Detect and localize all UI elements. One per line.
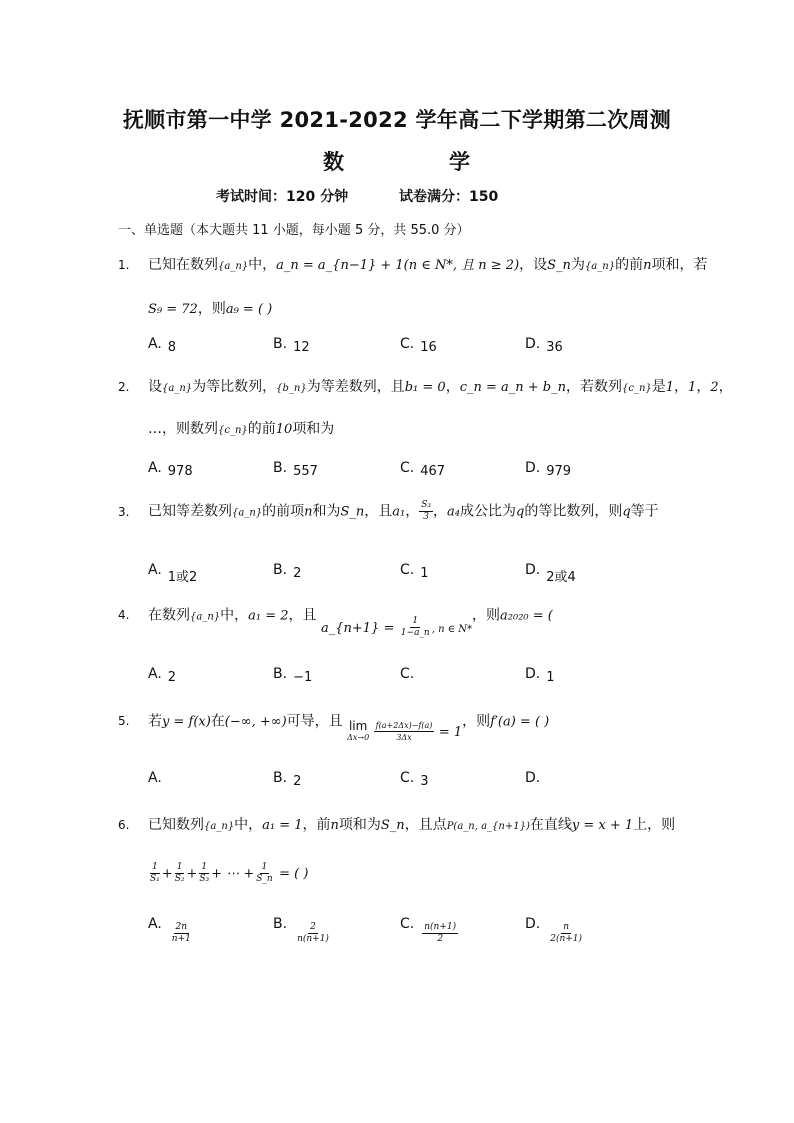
fraction: $\frac{\text{S₃}}{3}$ — [421, 500, 432, 522]
fraction: $\frac{1}{\text{S₁}}$ — [150, 862, 160, 884]
fraction: $\frac{2}{n(n+1)}$ — [297, 922, 329, 944]
fraction: $\frac{1}{\text{S₂}}$ — [174, 862, 185, 884]
exam-title: 抚顺市第一中学 2021-2022 学年高二下学期第二次周测 — [122, 108, 672, 132]
fraction: $\frac{n}{2(n+1)}$ — [550, 922, 583, 944]
option-b[interactable]: B. $\frac{2}{n(n+1)}$ — [273, 916, 329, 944]
option-d[interactable]: D. $\frac{n}{2(n+1)}$ — [525, 916, 583, 944]
question-number: 4. — [118, 608, 130, 622]
option-c[interactable]: C. 3 — [400, 770, 429, 789]
fraction: $\frac{1}{S\_n}$ — [256, 862, 273, 884]
question-2-line-1: 设{a_n}为等比数列，{b_n}为等差数列，且b₁ = 0，c_n = a_n + b_n，若数列{c_n}是1，1，2， — [148, 379, 733, 395]
option-b[interactable]: B. 557 — [273, 460, 318, 479]
option-d[interactable]: D. 2或4 — [525, 562, 576, 585]
option-a[interactable]: A. 1或2 — [148, 562, 198, 585]
subject-char-right: 学 — [449, 150, 470, 174]
question-1-line-1: 已知在数列{a_n}中，a_n = a_{n−1} + 1(n ∈ N*, 且 n ≥ 2)，设S_n为{a_n}的前n项和，若 — [148, 257, 708, 273]
subject-heading — [0, 146, 794, 174]
option-a[interactable]: A. 978 — [148, 460, 193, 479]
option-a[interactable]: A. — [148, 770, 162, 786]
question-number: 6. — [118, 818, 130, 832]
option-d[interactable]: D. 979 — [525, 460, 572, 479]
question-6-line-1: 已知数列{a_n}中，a₁ = 1，前n项和为S_n，且点P(a_n, a_{n+1})在直线y = x + 1上，则 — [148, 817, 676, 833]
question-number: 5. — [118, 714, 130, 728]
option-a[interactable]: A. 2 — [148, 666, 177, 685]
fraction: $\frac{1}{\text{S₃}}$ — [199, 862, 210, 884]
fraction: $\frac{n(n+1)}{2}$ — [424, 922, 457, 944]
option-b[interactable]: B. 2 — [273, 562, 302, 581]
question-number: 3. — [118, 505, 130, 519]
option-c[interactable]: C. — [400, 666, 415, 682]
exam-info — [216, 186, 544, 206]
option-c[interactable]: C. $\frac{n(n+1)}{2}$ — [400, 916, 457, 944]
fraction: $\frac{f(a+2\Delta x)-f(a)}{3\Delta x}$ — [375, 721, 433, 742]
exam-time: 考试时间：120 分钟 — [216, 189, 349, 205]
option-b[interactable]: B. 12 — [273, 336, 310, 355]
section-heading: 一、单选题（本大题共 11 小题，每小题 5 分，共 55.0 分） — [118, 223, 470, 238]
option-c[interactable]: C. 1 — [400, 562, 429, 581]
option-b[interactable]: B. 2 — [273, 770, 302, 789]
option-a[interactable]: A. 8 — [148, 336, 177, 355]
limit-expression: lim Δx→0 $\frac{f(a+2\Delta x)-f(a)}{3\Delta x}$ = 1 — [347, 718, 463, 742]
question-2-line-2: …，则数列{c_n}的前10项和为 — [148, 421, 335, 437]
exam-score: 试卷满分：150 — [398, 189, 499, 205]
recurrence-formula: a_{n+1} = $\frac{1}{1-a\_n}$ , n ∈ N* — [320, 616, 473, 638]
question-3-line-1: 已知等差数列{a_n}的前项n和为S_n，且a₁， $\frac{\text{S₃}}{3}$ ，a₄成公比为q的等比数列，则q等于 — [148, 500, 659, 522]
option-b[interactable]: B. −1 — [273, 666, 313, 685]
fraction: $\frac{1}{1-a\_n}$ — [400, 616, 430, 638]
fraction: $\frac{2n}{n+1}$ — [171, 922, 191, 944]
question-number: 2. — [118, 380, 130, 394]
option-d[interactable]: D. — [525, 770, 541, 786]
option-c[interactable]: C. 16 — [400, 336, 437, 355]
question-5-line-1: 若y = f(x)在(−∞, +∞)可导，且 lim Δx→0 $\frac{f(a+2\Delta x)-f(a)}{3\Delta x}$ = 1，则f′(a) = ( ) — [148, 713, 550, 742]
question-4-line-1: 在数列{a_n}中，a₁ = 2，且 a_{n+1} = $\frac{1}{1-a\_n}$ , n ∈ N*，则a₂₀₂₀ = ( — [148, 607, 553, 638]
option-d[interactable]: D. 36 — [525, 336, 563, 355]
limit-operator: lim Δx→0 — [347, 718, 370, 742]
question-1-line-2: S₉ = 72，则a₉ = ( ) — [148, 301, 273, 317]
option-d[interactable]: D. 1 — [525, 666, 555, 685]
option-a[interactable]: A. $\frac{2n}{n+1}$ — [148, 916, 191, 944]
subject-char-left: 数 — [323, 150, 344, 174]
option-c[interactable]: C. 467 — [400, 460, 446, 479]
question-number: 1. — [118, 258, 130, 272]
question-6-line-2: $\frac{1}{\text{S₁}}$ + $\frac{1}{\text{S₂}}$ + $\frac{1}{\text{S₃}}$ + ⋯ + $\frac{1}{S\_n}$ = ( ) — [150, 862, 309, 884]
